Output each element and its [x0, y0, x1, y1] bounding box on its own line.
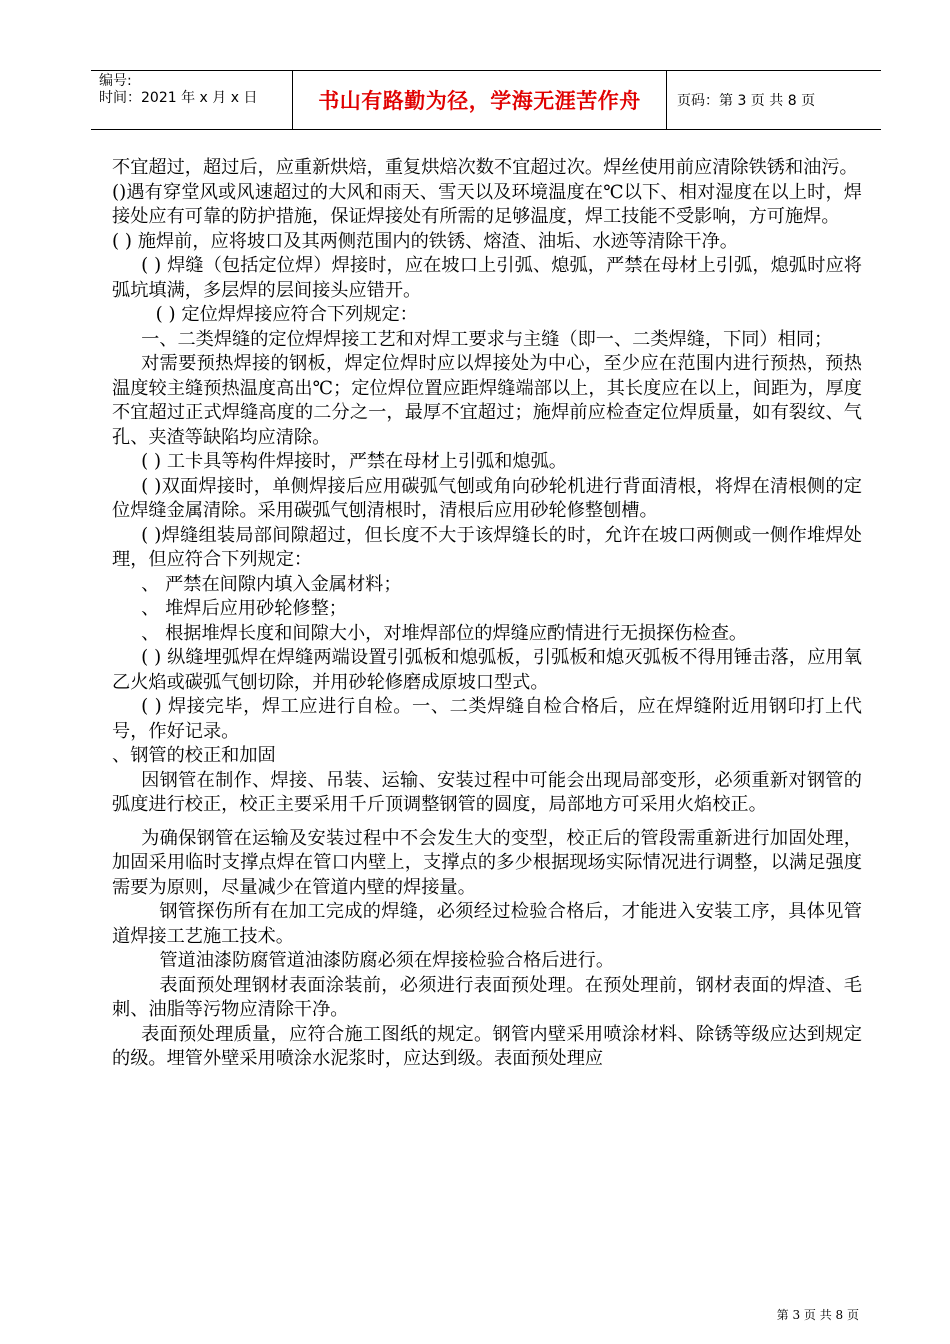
section-heading: 、钢管的校正和加固	[112, 745, 276, 766]
paragraph: 不宜超过，超过后，应重新烘焙，重复烘焙次数不宜超过次。焊丝使用前应清除铁锈和油污。	[112, 157, 858, 178]
paragraph: ( )焊缝组装局部间隙超过，但长度不大于该焊缝长的时，允许在坡口两侧或一侧作堆焊处理，但应符合下列规定：	[112, 524, 862, 570]
paragraph: ()遇有穿堂风或风速超过的大风和雨天、雪天以及环境温度在℃以下、相对湿度在以上时，焊接处应有可靠的防护措施，保证焊接处有所需的足够温度，焊工技能不受影响，方可施焊。	[112, 181, 862, 227]
header-motto: 书山有路勤为径，学海无涯苦作舟	[293, 71, 667, 129]
paragraph: 表面预处理质量，应符合施工图纸的规定。钢管内壁采用喷涂材料、除锈等级应达到规定的级。埋管外壁采用喷涂水泥浆时，应达到级。表面预处理应	[112, 1023, 862, 1069]
paragraph: 管道油漆防腐管道油漆防腐必须在焊接检验合格后进行。	[159, 950, 615, 971]
paragraph: ( )双面焊接时，单侧焊接后应用碳弧气刨或角向砂轮机进行背面清根，将焊在清根侧的定位焊缝金属清除。采用碳弧气刨清根时，清根后应用砂轮修整刨槽。	[112, 475, 862, 521]
paragraph: ( ) 纵缝埋弧焊在焊缝两端设置引弧板和熄弧板，引弧板和熄灭弧板不得用锤击落，应用氧乙火焰或碳弧气刨切除，并用砂轮修磨成原坡口型式。	[112, 647, 862, 693]
document-body	[112, 156, 862, 1072]
paragraph: 为确保钢管在运输及安装过程中不会发生大的变型，校正后的管段需重新进行加固处理，加固采用临时支撑点焊在管口内壁上，支撑点的多少根据现场实际情况进行调整，以满足强度需要为原则，尽量减少在管道内壁的焊接量。	[112, 827, 862, 898]
list-item: 、 堆焊后应用砂轮修整；	[141, 598, 347, 619]
list-item: 、 根据堆焊长度和间隙大小，对堆焊部位的焊缝应酌情进行无损探伤检查。	[141, 622, 748, 644]
paragraph: ( ) 焊接完毕，焊工应进行自检。一、二类焊缝自检合格后，应在焊缝附近用钢印打上代号，作好记录。	[112, 696, 862, 742]
list-item: 、 严禁在间隙内填入金属材料；	[141, 573, 402, 595]
paragraph: 钢管探伤所有在加工完成的焊缝，必须经过检验合格后，才能进入安装工序，具体见管道焊接工艺施工技术。	[112, 901, 862, 947]
doc-time-label: 时间：2021 年 x 月 x 日	[99, 90, 258, 106]
header-page-number: 页码：第 3 页 共 8 页	[677, 93, 816, 109]
paragraph: ( ) 焊缝（包括定位焊）焊接时，应在坡口上引弧、熄弧，严禁在母材上引弧，熄弧时应将弧坑填满，多层焊的层间接头应错开。	[112, 255, 862, 301]
page-footer-number: 第 3 页 共 8 页	[776, 1308, 859, 1322]
paragraph: 因钢管在制作、焊接、吊装、运输、安装过程中可能会出现局部变形，必须重新对钢管的弧度进行校正，校正主要采用千斤顶调整钢管的圆度，局部地方可采用火焰校正。	[112, 769, 862, 815]
header-meta	[91, 71, 293, 129]
paragraph: ( ) 工卡具等构件焊接时，严禁在母材上引弧和熄弧。	[141, 451, 567, 472]
paragraph: ( ) 施焊前，应将坡口及其两侧范围内的铁锈、熔渣、油垢、水迹等清除干净。	[112, 230, 738, 252]
doc-number-label: 编号:	[99, 73, 132, 89]
paragraph: ( ) 定位焊焊接应符合下列规定：	[155, 304, 418, 325]
paragraph: 对需要预热焊接的钢板，焊定位焊时应以焊接处为中心，至少应在范围内进行预热，预热温度较主缝预热温度高出℃；定位焊位置应距焊缝端部以上，其长度应在以上，间距为，厚度不宜超过正式焊缝高度的二分之一，最厚不宜超过；施焊前应检查定位焊质量，如有裂纹、气孔、夹渣等缺陷均应清除。	[112, 353, 862, 448]
paragraph: 一、二类焊缝的定位焊焊接工艺和对焊工要求与主缝（即一、二类焊缝，下同）相同；	[141, 328, 833, 350]
page-header	[91, 70, 881, 130]
paragraph: 表面预处理钢材表面涂装前，必须进行表面预处理。在预处理前，钢材表面的焊渣、毛刺、油脂等污物应清除干净。	[112, 974, 862, 1020]
